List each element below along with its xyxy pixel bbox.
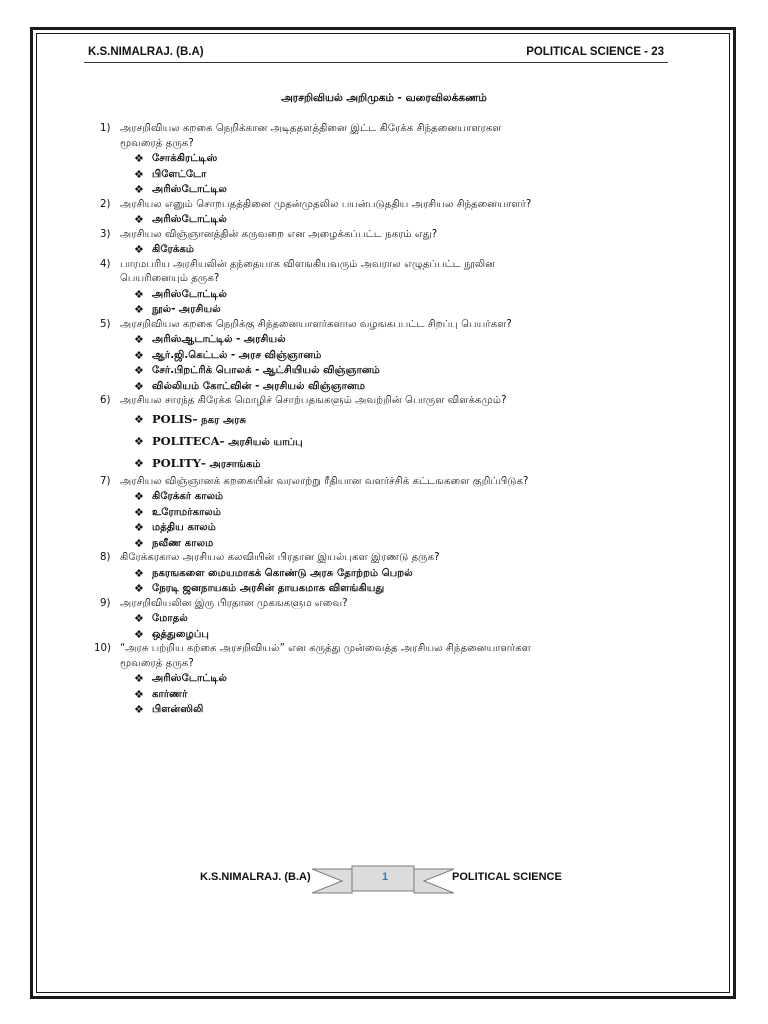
diamond-bullet-icon: ❖ [134, 612, 144, 625]
question-number: 5) [100, 318, 111, 330]
question-item [100, 551, 690, 566]
answer-item [100, 409, 690, 431]
answer-text: கார்ணர் [152, 688, 188, 700]
question-item [94, 642, 690, 671]
answer-text: வில்லியம் கோட்வின் - அரசியல் விஞ்ஞானம [152, 380, 366, 392]
question-number: 2) [100, 198, 111, 210]
answer-text: ஒத்துழைப்பு [152, 628, 210, 640]
question-text-line: “அரசு பற்றிய கற்கை அரசறிவியல்” என கருத்து முன்வைத்த அரசியல சிந்தனையாளர்கள [120, 643, 531, 654]
answer-item [100, 302, 690, 318]
answer-text: நவீண காலம [152, 537, 214, 549]
term-meaning: – நகர அரசு [192, 414, 247, 426]
diamond-bullet-icon: ❖ [134, 687, 144, 701]
question-number: 6) [100, 395, 111, 406]
diamond-bullet-icon: ❖ [134, 287, 144, 301]
answer-item [100, 182, 690, 198]
answer-text: கிரேக்கர் காலம் [152, 491, 224, 502]
answer-item [100, 431, 690, 453]
question-number: 4) [100, 258, 111, 270]
answer-text: மத்திய காலம் [152, 522, 216, 533]
answer-text: நேரடி ஜனநாயகம் அரசின் தாயகமாக விளங்கியது [152, 583, 385, 594]
diamond-bullet-icon: ❖ [134, 303, 144, 316]
answer-item [100, 627, 690, 643]
header-subject: POLITICAL SCIENCE - 23 [526, 46, 664, 58]
answer-item [100, 505, 690, 521]
answer-text: அரிஸ்டோட்டில் [152, 673, 227, 684]
question-number: 8) [100, 552, 111, 563]
answer-item [100, 167, 690, 183]
question-text-line: அரசறிவியல கறகை நெறிக்கான அடிததளத்தினை இட்ட கிரேக்க சிந்தனையாளரகள [120, 123, 502, 134]
answer-text: அரிஸ்டோட்டில் [152, 214, 227, 225]
question-item [100, 258, 690, 287]
question-item [100, 198, 690, 213]
header-author: K.S.NIMALRAJ. (B.A) [88, 46, 204, 58]
answer-item [100, 363, 690, 379]
answer-item [100, 151, 690, 167]
question-list [94, 122, 690, 718]
page-number: 1 [381, 871, 389, 883]
answer-item [100, 348, 690, 364]
question-number: 3) [100, 228, 111, 240]
answer-text: உரோமர்காலம் [152, 506, 222, 518]
header-rule [84, 62, 668, 63]
answer-text: நகரஙகளை மையமாகக் கொண்டு அரசு தோற்றம் பெறல் [152, 567, 413, 579]
diamond-bullet-icon: ❖ [134, 379, 144, 393]
question-text-line: மூவரைத் தருக? [120, 657, 194, 669]
answer-text: ஆர்.ஜி.கெட்டல் - அரச விஞ்ஞானம் [152, 349, 322, 361]
greek-term: POLITY [152, 455, 201, 470]
question-text-line: அரசியல விஞ்ஞானத்தின் கருவறை என அழைக்கப்பட்ட நகரம் எது? [120, 228, 438, 240]
question-item [100, 228, 690, 243]
question-text-line: அரசறிவியலின இரு பிரதான முகஙகளும எவை? [120, 597, 348, 609]
question-text-line: அரசியல விஞ்ஞானக் கறகையின் வரலாற்று ரீதியான வளர்ச்சிக் கட்டஙகளை குறிப்பிடுக? [120, 475, 529, 487]
answer-item [100, 379, 690, 395]
answer-text: மோதல் [152, 613, 188, 624]
diamond-bullet-icon: ❖ [134, 627, 144, 641]
answer-text: அரிஸ்டோட்டில் [152, 288, 227, 300]
answer-text: அரிஸ்டோட்டில [152, 184, 227, 195]
question-text-line: அரசியல எனும் சொறபதத்தினை முதன்முதலில பயன்படுததிய அரசியல சிந்தனையாளர்? [120, 198, 532, 210]
term-meaning: – அரசாங்கம் [200, 458, 261, 470]
answer-item [100, 702, 690, 718]
diamond-bullet-icon: ❖ [134, 364, 144, 377]
question-number: 1) [100, 123, 111, 134]
answer-item [100, 242, 690, 258]
answer-item [100, 687, 690, 703]
greek-term: POLIS [152, 411, 193, 426]
footer-subject: POLITICAL SCIENCE [452, 871, 562, 883]
diamond-bullet-icon: ❖ [134, 505, 144, 519]
answer-item [100, 212, 690, 228]
question-item [100, 318, 690, 333]
question-text-line: அரசியல சாரந்த கிரேக்க மொழிச் சொற்பதஙகளும் அவற்றின் பொருள விளக்கமும்? [120, 395, 507, 406]
answer-item [100, 489, 690, 505]
diamond-bullet-icon: ❖ [134, 566, 144, 580]
page-title: அரசறிவியல் அறிமுகம் - வரைவிலக்கணம் [281, 92, 487, 104]
answer-text: பிளன்ஸிலி [152, 704, 204, 715]
question-text-line: பாரமபரிய அரசியலின் தந்தையாக விளஙகியவரும் அவரால எழுதப்பட்ட நூலின [120, 258, 496, 270]
diamond-bullet-icon: ❖ [134, 536, 144, 550]
diamond-bullet-icon: ❖ [134, 412, 144, 426]
greek-term: POLITECA [152, 433, 220, 448]
answer-item [100, 520, 690, 536]
question-item [100, 122, 690, 151]
answer-text: சேர்.பிறட்ரிக் பொலக் - ஆட்சியியல் விஞ்ஞானம் [152, 365, 380, 376]
question-item [100, 597, 690, 612]
diamond-bullet-icon: ❖ [134, 521, 144, 534]
diamond-bullet-icon: ❖ [134, 243, 144, 256]
term-meaning: – அரசியல் யாப்பு [219, 436, 303, 448]
diamond-bullet-icon: ❖ [134, 348, 144, 362]
answer-text: பிளேட்டோ [152, 168, 207, 180]
diamond-bullet-icon: ❖ [134, 703, 144, 716]
diamond-bullet-icon: ❖ [134, 434, 144, 448]
answer-item [100, 453, 690, 475]
question-text-line: பெயரினையும் தருக? [120, 273, 220, 284]
question-text-line: கிரேக்கரகால அரசியல கலவியின் பிரதான இயல்புகள இரணடு தருக? [120, 552, 440, 563]
question-text-line: அரசறிவியல கறகை நெறிக்கு சிந்தனையாளர்களால வழஙகபபட்ட சிறப்பு பெயர்கள? [120, 318, 512, 330]
page-footer [0, 865, 768, 895]
answer-item [100, 671, 690, 687]
diamond-bullet-icon: ❖ [134, 490, 144, 503]
question-item [100, 475, 690, 490]
question-number: 9) [100, 597, 111, 609]
footer-author: K.S.NIMALRAJ. (B.A) [200, 871, 311, 883]
answer-item [100, 566, 690, 582]
question-text-line: மூவரைத் தருக? [120, 137, 194, 149]
question-number: 10) [94, 643, 111, 654]
diamond-bullet-icon: ❖ [134, 213, 144, 226]
answer-item [100, 536, 690, 552]
diamond-bullet-icon: ❖ [134, 582, 144, 595]
answer-item [100, 581, 690, 597]
question-item [100, 394, 690, 409]
diamond-bullet-icon: ❖ [134, 152, 144, 165]
answer-item [100, 287, 690, 303]
diamond-bullet-icon: ❖ [134, 672, 144, 685]
answer-text: நூல்- அரசியல் [152, 304, 221, 315]
answer-text: அரிஸ்ஆடாட்டில் - அரசியல் [152, 334, 286, 345]
answer-item [100, 611, 690, 627]
diamond-bullet-icon: ❖ [134, 333, 144, 346]
question-number: 7) [100, 475, 111, 487]
diamond-bullet-icon: ❖ [134, 456, 144, 470]
diamond-bullet-icon: ❖ [134, 183, 144, 196]
answer-text: சோக்கிரட்டிஸ் [152, 153, 218, 164]
answer-item [100, 332, 690, 348]
diamond-bullet-icon: ❖ [134, 167, 144, 181]
answer-text: கிரேக்கம் [152, 244, 195, 255]
